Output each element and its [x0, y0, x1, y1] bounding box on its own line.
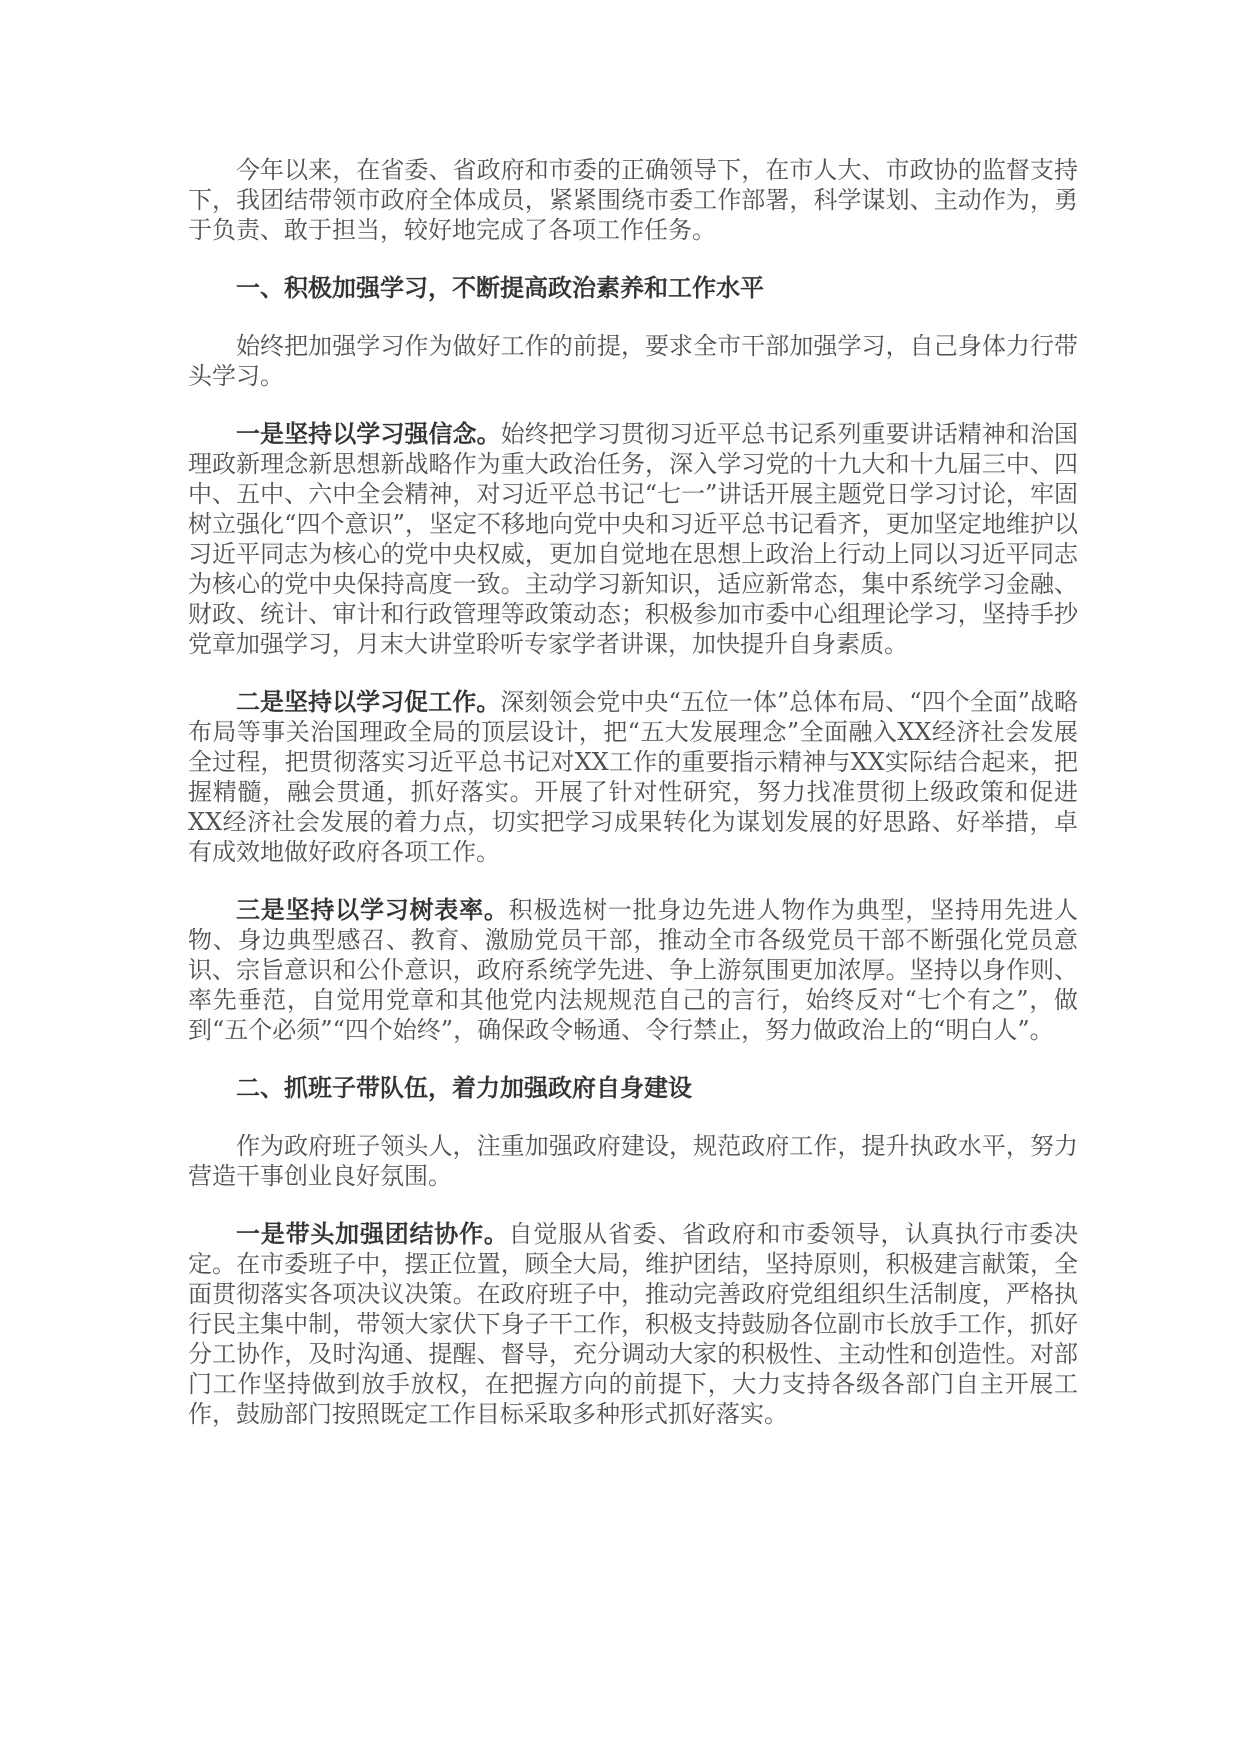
section2-lead-paragraph: [188, 1131, 1078, 1191]
point-lead-label: 一是带头加强团结协作。: [236, 1220, 509, 1248]
paragraph-text: 今年以来，在省委、省政府和市委的正确领导下，在市人大、市政协的监督支持下，我团结带领市政府全体成员，紧紧围绕市委工作部署，科学谋划、主动作为，勇于负责、敢于担当，较好地完成了各项工作任务。: [188, 156, 1078, 244]
document-content: [188, 155, 1078, 1457]
point-lead-label: 二是坚持以学习促工作。: [236, 688, 501, 716]
point-paragraph-4: [188, 1219, 1078, 1429]
paragraph-text: 深刻领会党中央“五位一体”总体布局、“四个全面”战略布局等事关治国理政全局的顶层设计，把“五大发展理念”全面融入XX经济社会发展全过程，把贯彻落实习近平总书记对XX工作的重要指示精神与XX实际结合起来，把握精髓，融会贯通，抓好落实。开展了针对性研究，努力找准贯彻上级政策和促进XX经济社会发展的着力点，切实把学习成果转化为谋划发展的好思路、好举措，卓有成效地做好政府各项工作。: [188, 688, 1078, 866]
section1-lead-paragraph: [188, 331, 1078, 391]
paragraph-text: 始终把加强学习作为做好工作的前提，要求全市干部加强学习，自己身体力行带头学习。: [188, 332, 1078, 390]
paragraph-text: 作为政府班子领头人，注重加强政府建设，规范政府工作，提升执政水平，努力营造干事创业良好氛围。: [188, 1132, 1078, 1190]
section-heading-1: 一、积极加强学习，不断提高政治素养和工作水平: [236, 274, 764, 302]
point-lead-label: 一是坚持以学习强信念。: [236, 420, 501, 448]
paragraph-text: 积极选树一批身边先进人物作为典型，坚持用先进人物、身边典型感召、教育、激励党员干部，推动全市各级党员干部不断强化党员意识、宗旨意识和公仆意识，政府系统学先进、争上游氛围更加浓厚。坚持以身作则、率先垂范，自觉用党章和其他党内法规规范自己的言行，始终反对“七个有之”，做到“五个必须”“四个始终”，确保政令畅通、令行禁止，努力做政治上的“明白人”。: [188, 896, 1079, 1044]
paragraph-text: 自觉服从省委、省政府和市委领导，认真执行市委决定。在市委班子中，摆正位置，顾全大局，维护团结，坚持原则，积极建言献策，全面贯彻落实各项决议决策。在政府班子中，推动完善政府党组组织生活制度，严格执行民主集中制，带领大家伏下身子干工作，积极支持鼓励各位副市长放手工作，抓好分工协作，及时沟通、提醒、督导，充分调动大家的积极性、主动性和创造性。对部门工作坚持做到放手放权，在把握方向的前提下，大力支持各级各部门自主开展工作，鼓励部门按照既定工作目标采取多种形式抓好落实。: [188, 1220, 1079, 1428]
point-lead-label: 三是坚持以学习树表率。: [236, 896, 509, 924]
paragraph-text: 始终把学习贯彻习近平总书记系列重要讲话精神和治国理政新理念新思想新战略作为重大政治任务，深入学习党的十九大和十九届三中、四中、五中、六中全会精神，对习近平总书记“七一”讲话开展主题党日学习讨论，牢固树立强化“四个意识”，坚定不移地向党中央和习近平总书记看齐，更加坚定地维护以习近平同志为核心的党中央权威，更加自觉地在思想上政治上行动上同以习近平同志为核心的党中央保持高度一致。主动学习新知识，适应新常态，集中系统学习金融、财政、统计、审计和行政管理等政策动态；积极参加市委中心组理论学习，坚持手抄党章加强学习，月末大讲堂聆听专家学者讲课，加快提升自身素质。: [188, 420, 1079, 658]
intro-paragraph: [188, 155, 1078, 245]
point-paragraph-2: [188, 687, 1078, 867]
point-paragraph-1: [188, 419, 1078, 659]
point-paragraph-3: [188, 895, 1078, 1045]
section-heading-2: 二、抓班子带队伍，着力加强政府自身建设: [236, 1074, 692, 1102]
